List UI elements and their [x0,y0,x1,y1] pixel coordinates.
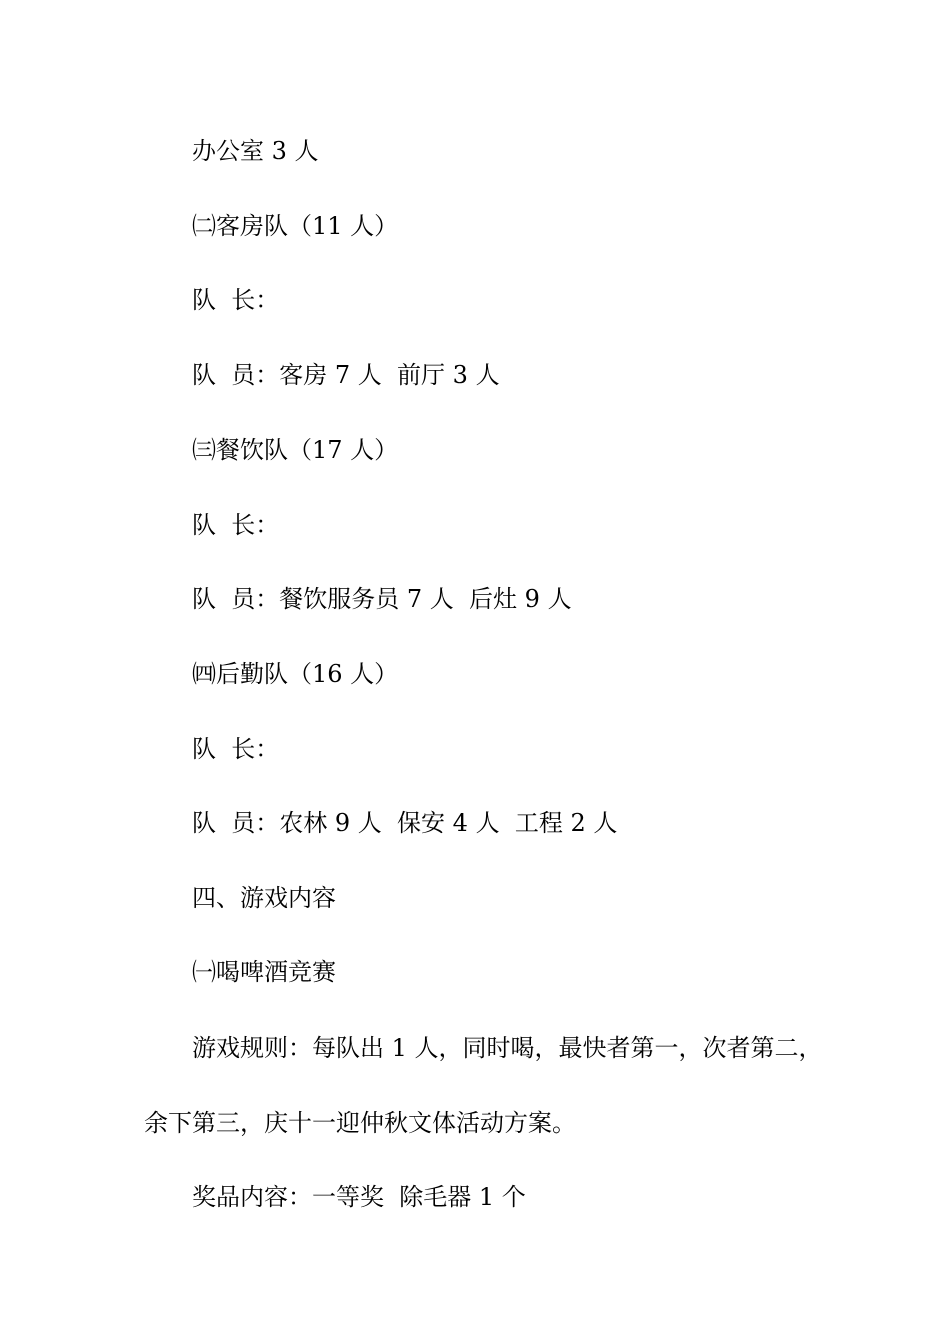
text-line-captain: 队 长： [192,735,280,763]
section-heading-game-content: 四、游戏内容 [192,884,336,912]
text-line-captain: 队 长： [192,511,280,539]
paragraph-game-rules: 游戏规则：每队出 1 人，同时喝，最快者第一，次者第二， [192,1034,823,1062]
text-line-members: 队 员：餐饮服务员 7 人 后灶 9 人 [192,585,572,613]
heading-beer-contest: ㈠喝啤酒竞赛 [192,958,336,986]
text-line-office: 办公室 3 人 [192,137,319,165]
text-line-members: 队 员：农林 9 人 保安 4 人 工程 2 人 [192,809,618,837]
heading-catering-team: ㈢餐饮队（17 人） [192,436,399,464]
paragraph-prize-content: 奖品内容：一等奖 除毛器 1 个 [192,1183,526,1211]
paragraph-game-rules-continued: 余下第三，庆十一迎仲秋文体活动方案。 [144,1109,576,1137]
text-line-captain: 队 长： [192,286,280,314]
text-line-members: 队 员：客房 7 人 前厅 3 人 [192,361,500,389]
heading-housekeeping-team: ㈡客房队（11 人） [192,212,399,240]
heading-logistics-team: ㈣后勤队（16 人） [192,660,399,688]
